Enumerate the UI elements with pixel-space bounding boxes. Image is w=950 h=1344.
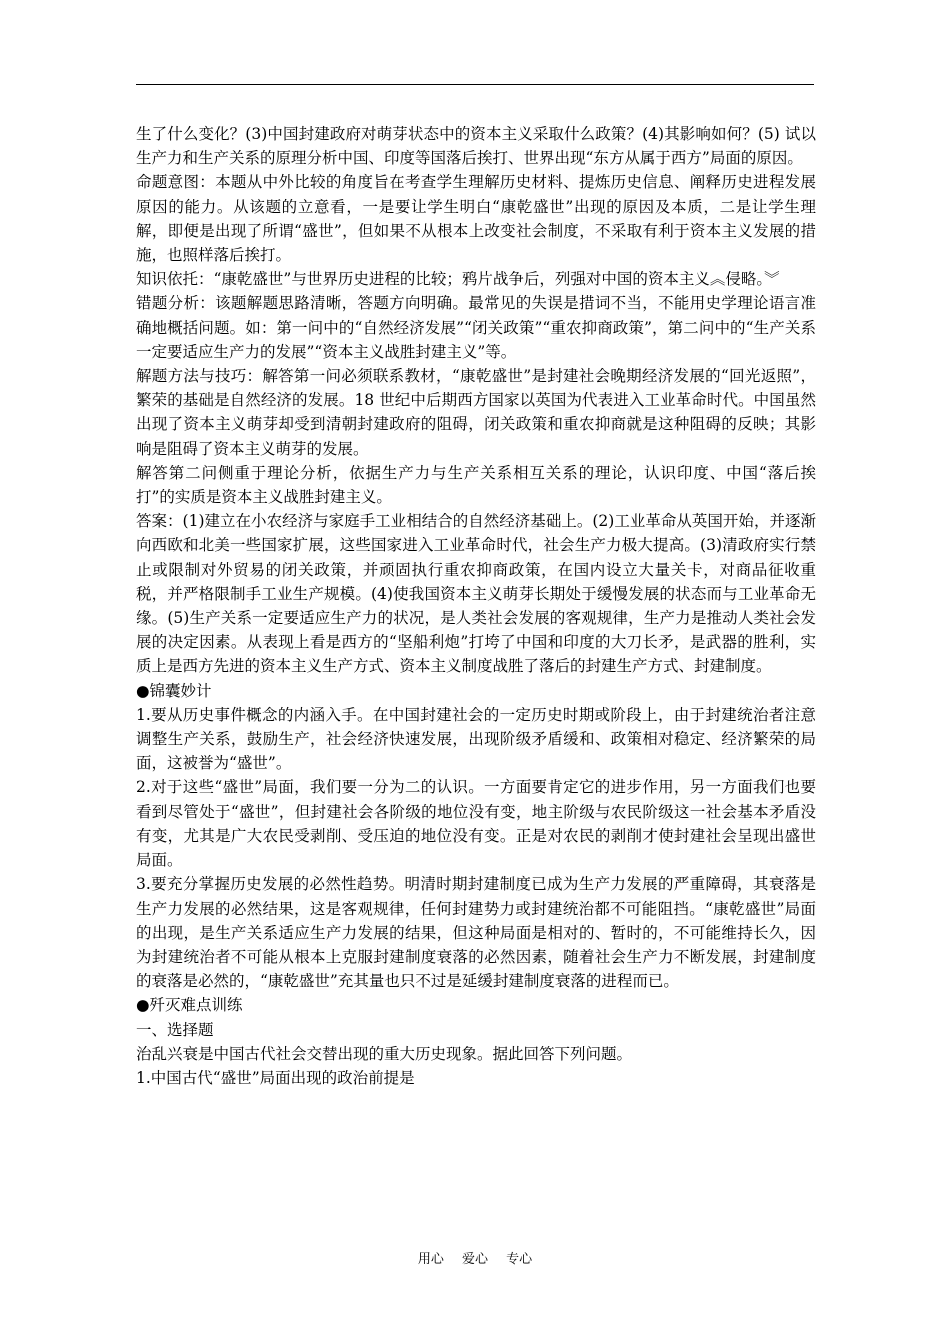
error-analysis: 错题分析：该题解题思路清晰，答题方向明确。最常见的失误是措词不当，不能用史学理论语言准确地概括问题。如：第一问中的“自然经济发展”“闭关政策”“重农抑商政策”，第二问中的“生产关系一定要适应生产力的发展”“资本主义战胜封建主义”等。 — [136, 294, 816, 361]
header-rule — [136, 84, 814, 85]
solution-method: 解题方法与技巧：解答第一问必须联系教材，“康乾盛世”是封建社会晚期经济发展的“回光返照”，繁荣的基础是自然经济的发展。18 世纪中后期西方国家以英国为代表进入工业革命时代。中国虽然出现了资本主义萌芽却受到清朝封建政府的阻碍，闭关政策和重农抑商就是这种阻碍的反映；其影响是阻碍了资本主义萌芽的发展。 — [136, 367, 816, 458]
tip-1: 1.要从历史事件概念的内涵入手。在中国封建社会的一定历史时期或阶段上，由于封建统治者注意调整生产关系，鼓励生产，社会经济快速发展，出现阶级矛盾缓和、政策相对稳定、经济繁荣的局面，这被誉为“盛世”。 — [136, 705, 816, 773]
document-body — [136, 122, 816, 1090]
second-question-note: 解答第二问侧重于理论分析，依据生产力与生产关系相互关系的理论，认识印度、中国“落后挨打”的实质是资本主义战胜封建主义。 — [136, 463, 816, 507]
knowledge-basis: 知识依托：“康乾盛世”与世界历史进程的比较；鸦片战争后，列强对中国的资本主义︽侵略。︾ — [136, 270, 780, 289]
section-heading-training: ●歼灭难点训练 — [136, 996, 243, 1015]
question-1: 1.中国古代“盛世”局面出现的政治前提是 — [136, 1068, 415, 1087]
exercise-intro: 治乱兴衰是中国古代社会交替出现的重大历史现象。据此回答下列问题。 — [136, 1044, 633, 1063]
subsection-multiple-choice: 一、选择题 — [136, 1020, 214, 1039]
tip-2: 2.对于这些“盛世”局面，我们要一分为二的认识。一方面要肯定它的进步作用，另一方面我们也要看到尽管处于“盛世”，但封建社会各阶级的地位没有变，地主阶级与农民阶级这一社会基本矛盾没有变，尤其是广大农民受剥削、受压迫的地位没有变。正是对农民的剥削才使封建社会呈现出盛世局面。 — [136, 778, 816, 870]
design-intent: 命题意图：本题从中外比较的角度旨在考查学生理解历史材料、提炼历史信息、阐释历史进程发展原因的能力。从该题的立意看，一是要让学生明白“康乾盛世”出现的原因及本质，二是让学生理解，即便是出现了所谓“盛世”，但如果不从根本上改变社会制度，不采取有利于资本主义发展的措施，也照样落后挨打。 — [136, 173, 816, 265]
page-footer: 用心 爱心 专心 — [417, 1252, 533, 1267]
question-continuation: 生了什么变化？(3)中国封建政府对萌芽状态中的资本主义采取什么政策？(4)其影响如何？(5) 试以生产力和生产关系的原理分析中国、印度等国落后挨打、世界出现“东方从属于西方”局面的原因。 — [136, 125, 816, 168]
section-heading-tips: ●锦囊妙计 — [136, 681, 212, 700]
tip-3: 3.要充分掌握历史发展的必然性趋势。明清时期封建制度已成为生产力发展的严重障碍，其衰落是生产力发展的必然结果，这是客观规律，任何封建势力或封建统治都不可能阻挡。“康乾盛世”局面的出现，是生产关系适应生产力发展的结果，但这种局面是相对的、暂时的，不可能维持长久，因为封建统治者不可能从根本上克服封建制度衰落的必然因素，随着社会生产力不断发展，封建制度的衰落是必然的，“康乾盛世”充其量也只不过是延缓封建制度衰落的进程而已。 — [136, 875, 816, 991]
answer: 答案：(1)建立在小农经济与家庭手工业相结合的自然经济基础上。(2)工业革命从英国开始，并逐渐向西欧和北美一些国家扩展，这些国家进入工业革命时代，社会生产力极大提高。(3)清政府实行禁止或限制对外贸易的闭关政策，并顽固执行重农抑商政策，在国内设立大量关卡，对商品征收重税，并严格限制手工业生产规模。(4)使我国资本主义萌芽长期处于缓慢发展的状态而与工业革命无缘。(5)生产关系一定要适应生产力的状况，是人类社会发展的客观规律，生产力是推动人类社会发展的决定因素。从表现上看是西方的“坚船利炮”打垮了中国和印度的大刀长矛，是武器的胜利，实质上是西方先进的资本主义生产方式、资本主义制度战胜了落后的封建生产方式、封建制度。 — [136, 512, 816, 676]
